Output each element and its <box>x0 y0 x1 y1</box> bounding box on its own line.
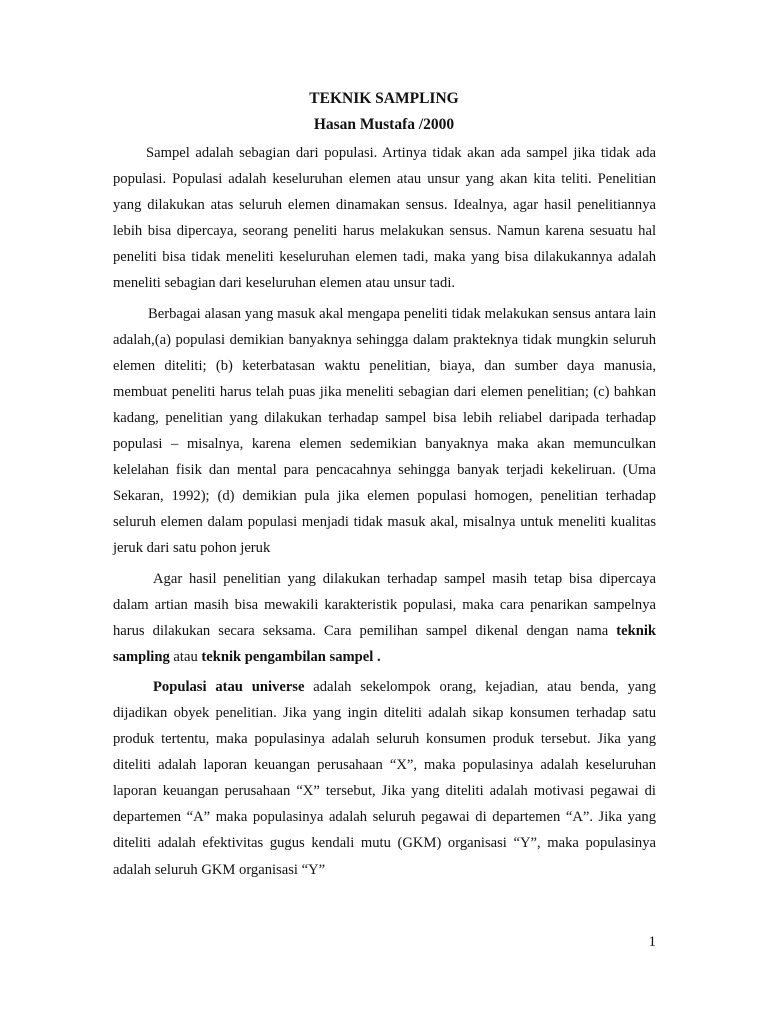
paragraph-text: Sampel adalah sebagian dari populasi. Artinya tidak akan ada sampel jika tidak ada populasi. Populasi adalah keseluruhan elemen atau unsur yang akan kita teliti. Penelitian yang dilakukan atas seluruh elemen dinamakan sensus. Idealnya, agar hasil penelitiannya lebih bisa dipercaya, seorang peneliti harus melakukan sensus. Namun karena sesuatu hal peneliti bisa tidak meneliti keseluruhan elemen tadi, maka yang bisa dilakukannya adalah meneliti sebagian dari keseluruhan elemen atau unsur tadi. <box>113 145 656 292</box>
bold-term-populasi: Populasi atau universe <box>153 678 305 695</box>
document-title: TEKNIK SAMPLING <box>309 90 459 107</box>
paragraph-teknik-sampling <box>113 566 656 670</box>
paragraph-text: Berbagai alasan yang masuk akal mengapa peneliti tidak melakukan sensus antara lain adalah,(a) populasi demikian banyaknya sehingga dalam prakteknya tidak mungkin seluruh elemen diteliti; (b) keterbatasan waktu penelitian, biaya, dan sumber daya manusia, membuat peneliti harus telah puas jika meneliti sebagian dari elemen penelitian; (c) bahkan kadang, penelitian yang dilakukan terhadap sampel bisa lebih reliabel daripada terhadap populasi – misalnya, karena elemen sedemikian banyaknya maka akan memunculkan kelelahan fisik dan mental para pencacahnya sehingga banyak terjadi kekeliruan. (Uma Sekaran, 1992); (d) demikian pula jika elemen populasi homogen, penelitian terhadap seluruh elemen dalam populasi menjadi tidak masuk akal, misalnya untuk meneliti kualitas jeruk dari satu pohon jeruk <box>113 305 656 557</box>
paragraph-text: Agar hasil penelitian yang dilakukan terhadap sampel masih tetap bisa dipercaya dalam artian masih bisa mewakili karakteristik populasi, maka cara penarikan sampelnya harus dilakukan secara seksama. Cara pemilihan sampel dikenal dengan nama <box>113 570 656 639</box>
bold-term-teknik-sampling: teknik sampling <box>113 622 656 665</box>
paragraph-text: atau <box>169 648 202 665</box>
page-number: 1 <box>648 934 656 950</box>
paragraph-sampel <box>113 140 656 297</box>
document-body <box>113 140 656 887</box>
bold-term-teknik-pengambilan-sampel: teknik pengambilan sampel . <box>201 648 381 665</box>
paragraph-populasi <box>113 674 656 883</box>
paragraph-alasan-sensus <box>113 301 656 562</box>
document-author: Hasan Mustafa /2000 <box>313 116 455 133</box>
paragraph-text: adalah sekelompok orang, kejadian, atau benda, yang dijadikan obyek penelitian. Jika yang ingin diteliti adalah sikap konsumen terhadap satu produk tertentu, maka populasinya adalah seluruh konsumen produk tersebut. Jika yang diteliti adalah laporan keuangan perusahaan “X”, maka populasinya adalah keseluruhan laporan keuangan perusahaan “X” tersebut, Jika yang diteliti adalah motivasi pegawai di departemen “A” maka populasinya adalah seluruh pegawai di departemen “A”. Jika yang diteliti adalah efektivitas gugus kendali mutu (GKM) organisasi “Y”, maka populasinya adalah seluruh GKM organisasi “Y” <box>113 678 656 878</box>
